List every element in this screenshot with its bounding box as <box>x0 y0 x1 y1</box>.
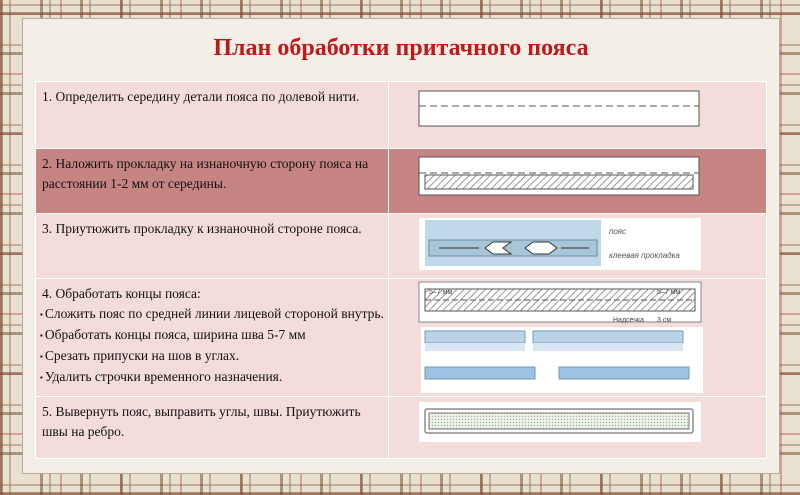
table-row <box>36 149 767 214</box>
step-4-figure <box>389 279 767 397</box>
ironing-figure <box>389 214 779 274</box>
page-title: План обработки притачного пояса <box>213 35 589 61</box>
step-3-figure <box>389 214 767 279</box>
table-row <box>36 214 767 279</box>
step-4-bullet-3: ▪ Срезать припуски на шов в углах. <box>38 346 384 367</box>
step-2-text: 2. Наложить прокладку на изнаночную сторону пояса на расстоянии 1-2 мм от середины. <box>36 149 389 214</box>
step-4-bullet-1: ▪ Сложить пояс по средней линии лицевой стороной внутрь. <box>38 304 384 325</box>
step-4-heading: 4. Обработать концы пояса: <box>42 286 201 301</box>
step-4-bullet-2: ▪ Обработать концы пояса, ширина шва 5-7 мм <box>38 325 384 346</box>
table-row <box>36 82 767 149</box>
step-4-bullet-4: ▪ Удалить строчки временного назначения. <box>38 367 384 388</box>
step-4-text <box>36 279 389 397</box>
belt-midline-figure <box>389 82 779 139</box>
table-row <box>36 397 767 459</box>
step-5-text: 5. Вывернуть пояс, выправить углы, швы. Приутюжить швы на ребро. <box>36 397 389 459</box>
finished-belt-figure <box>389 397 779 449</box>
label-3sm: 3 см <box>657 317 672 324</box>
label-nadsechka: Надсечка <box>613 317 644 324</box>
table-row <box>36 279 767 397</box>
step-2-figure <box>389 149 767 214</box>
label-5-7mm-left: 5–7 мм <box>429 289 453 296</box>
step-3-text: 3. Приутюжить прокладку к изнаночной стороне пояса. <box>36 214 389 279</box>
step-5-figure <box>389 397 767 459</box>
content-panel <box>22 18 780 474</box>
label-kleevaya-prokladka: клеевая прокладка <box>609 251 680 260</box>
steps-table <box>35 81 767 459</box>
step-1-figure <box>389 82 767 149</box>
label-poyas: пояс <box>609 227 626 236</box>
label-5-7mm-right: 5–7 мм <box>657 289 681 296</box>
interfacing-placement-figure <box>389 149 779 206</box>
step-1-text: 1. Определить середину детали пояса по долевой нити. <box>36 82 389 149</box>
